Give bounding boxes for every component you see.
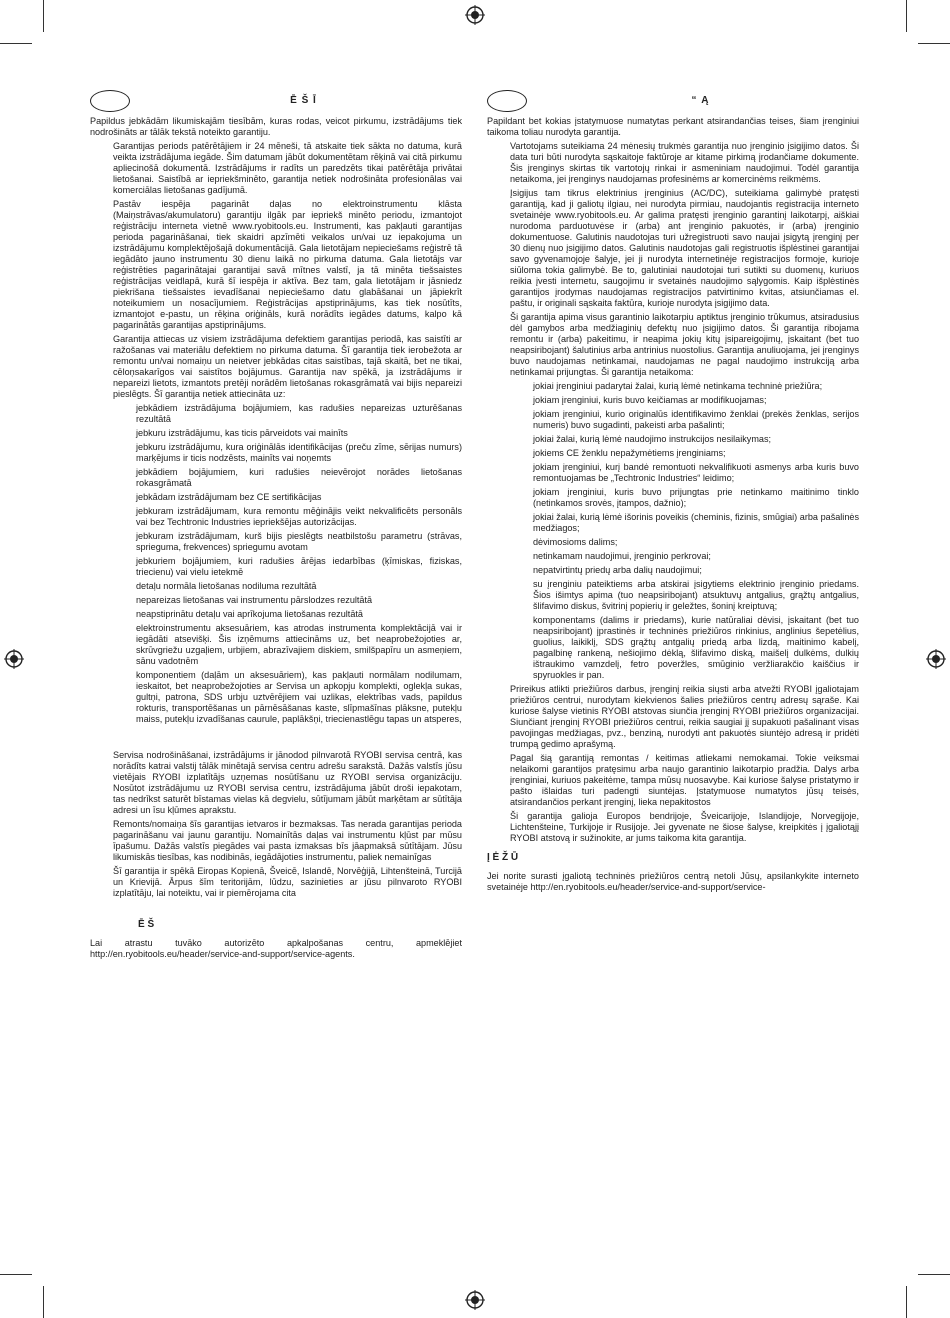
crop-mark [906,1286,907,1318]
list-item: jokiai žalai, kurią lėmė naudojimo instrukcijos nesilaikymas; [533,434,772,444]
left-title: Ē Š Ī [290,95,317,106]
list-item: jebkuram izstrādājumam, kurš bijis pieslēgts neatbilstošu parametru (strāvas, sprieguma, frekvences) spriegumu avotam [136,531,462,552]
left-intro: Papildus jebkādām likumiskajām tiesībām, kuras rodas, veicot pirkumu, izstrādājums tiek nodrošināts ar tālāk tekstā noteikto garantiju. [90,116,462,137]
list-item: dėvimosioms dalims; [533,537,618,547]
left-paragraph: Garantija attiecas uz visiem izstrādājuma defektiem garantijas periodā, kas saistīti ar ražošanas vai materiālu defektiem no pirkuma datuma. Šī garantija tiek ierobežota ar remontu un/vai nomaiņu un neietver jebkādas citas saistības, tajā skaitā, bet ne tikai, cēloņsakarīgos vai saistītos bojājumus. Garantija nav spēkā, ja izstrādājums ir nepareizi lietots, izmantots pretēji norādēm lietošanas rokasgrāmatā vai bijis nepareizi pieslēgts. Šī garantija netiek attiecināta uz: [113,334,462,399]
list-item: jokiam įrenginiui, kurio originalūs identifikavimo ženklai (prekės ženklas, serijos numeris) buvo sugadinti, pakeisti arba pašalinti; [533,409,859,430]
registration-mark-left [4,649,24,669]
list-item: jebkuru izstrādājumu, kas ticis pārveidots vai mainīts [136,428,348,438]
list-item: komponentiem (daļām un aksesuāriem), kas pakļauti normālam nodilumam, ieskaitot, bet neaprobežojoties ar Servisa un apkopju komplekti, oglekļa sukas, gultņi, patrona, SDS urbju uztvērējiem vai uzlikas, elektrības vads, papildus rokturis, transportēšanas un pārnēsāšanas kaste, slīpmašīnas plāksne, putekļu maiss, putekļu izvadīšanas caurule, paplākšņi, triecienastlēgu tapas un atsperes, [136,670,462,724]
language-badge-oval [90,90,130,112]
left-paragraph: Servisa nodrošināšanai, izstrādājums ir jānodod pilnvarotā RYOBI servisa centrā, kas norādīts katrai valstij tālāk minētajā servisa centru adrešu sarakstā. Dažās valstīs jūsu vietējais RYOBI izplatītājs uzņemas nosūtīšanu uz RYOBI servisa organizāciju. Nosūtot izstrādājumu uz RYOBI servisa centru, izstrādājuma jābūt droši iepakotam, tas nedrīkst saturēt bīstamas vielas kā degvielu, sūtījumam jābūt marķētam ar sūtītāja adresi un īsu kļūmes aprakstu. [113,750,462,815]
right-paragraph: Vartotojams suteikiama 24 mėnesių trukmės garantija nuo įrenginio įsigijimo datos. Ši data turi būti nurodyta sąskaitoje faktūroje ar kitame pirkimą įrodančiame dokumente. Šis įrenginys skirtas tik vartotojų rinkai ir asmeniniam naudojimui. Todėl garantija netaikoma, jei įrenginys naudojamas profesinėms ar komercinėms reikmėms. [510,141,859,184]
crop-mark [43,0,44,32]
list-item: jebkuram izstrādājumam, kura remontu mēģinājis veikt nekvalificēts personāls vai bez Techtronic Industries iepriekšējas autorizācijas. [136,506,462,527]
list-item: jebkādiem bojājumiem, kuri radušies neievērojot norādes lietošanas rokasgrāmatā [136,467,462,488]
right-exclusions-list [533,381,859,681]
list-item: jokiai įrenginiui padarytai žalai, kurią lėmė netinkama techninė priežiūra; [533,381,823,391]
right-paragraph: Ši garantija apima visus garantinio laikotarpiu aptiktus įrenginio trūkumus, atsiradusius dėl gamybos arba medžiaginių defektų nuo įsigijimo datos. Ši garantija ribojama remontu ir (arba) pakeitimu, ir neapima jokių kitų įsipareigojimų, įskaitant (bet tuo neapsiribojant) šalutinius arba antrinius nuostolius. Garantija anuliuojama, jei įrenginys buvo naudojamas netinkamai, naudojamas ne pagal naudojimo instrukciją arba netinkamai prijungtas. Ši garantija netaikoma: [510,312,859,377]
list-item: neapstiprinātu detaļu vai aprīkojuma lietošanas rezultātā [136,609,363,619]
right-intro: Papildant bet kokias įstatymuose numatytas perkant atsirandančias teises, šiam įrenginiui taikoma toliau nurodyta garantija. [487,116,859,137]
list-item: nepareizas lietošanas vai instrumentu pārslodzes rezultātā [136,595,373,605]
list-item: nepatvirtintų priedų arba dalių naudojimui; [533,565,702,575]
right-section-title: Į Ė Ž Ū [487,852,519,863]
list-item: jokiam įrenginiui, kuris buvo keičiamas ar modifikuojamas; [533,395,767,405]
list-item: jebkuriem bojājumiem, kuri radušies ārējas iedarbības (ķīmiskas, fiziskas, triecienu) vai vielu ietekmē [136,556,462,577]
list-item: jebkādam izstrādājumam bez CE sertifikācijas [136,492,322,502]
list-item: netinkamam naudojimui, įrenginio perkrovai; [533,551,711,561]
language-badge-oval [487,90,527,112]
left-header [90,90,462,116]
list-item: jebkādiem izstrādājuma bojājumiem, kas radušies nepareizas uzturēšanas rezultātā [136,403,462,424]
crop-mark [906,0,907,32]
list-item: jokiam įrenginiui, kuris buvo prijungtas prie netinkamo maitinimo tinklo (netinkamos srovės, įtampos, dažnio); [533,487,859,508]
list-item: su įrenginiu pateiktiems arba atskirai įsigytiems elektrinio įrenginio priedams. Šios išimtys apima (tuo neapsiribojant) atsuktuvų antgalius, grąžtų antgalius, šlifavimo diskus, švitrinį popierių ir geležtes, šoninį kreiptuvą; [533,579,859,611]
list-item: jebkuru izstrādājumu, kura oriģinālās identifikācijas (preču zīme, sērijas numurs) marķējums ir ticis nodzēsts, mainīts vai noņemts [136,442,462,463]
crop-mark [0,43,32,44]
crop-mark [918,1274,950,1275]
list-item: jokiai žalai, kurią lėmė išorinis poveikis (cheminis, fizinis, smūgiai) arba pašalinės medžiagos; [533,512,859,533]
right-header [487,90,859,116]
left-paragraph: Pastāv iespēja pagarināt daļas no elektroinstrumentu klāsta (Maiņstrāvas/akumulatoru) garantiju ilgāk par iepriekš minēto periodu, izmantojot reģistrāciju interneta vietnē www.ryobitools.eu. Instrumenti, kas pakļauti garantijas perioda pagarināšanai, tiek skaidri apzīmēti veikalos un/vai uz iepakojuma un izstrādājumu komplektējošajā dokumentācijā. Gala lietotājam nepieciešams reģistrē tā iegādāto jauno instrumentu 30 dienu laikā no pirkuma datuma. Gala lietotājs var reģistrēties pagarinātajai garantijai savā mītnes valstī, ja tā minēta tiešsaistes reģistrācijas veidlapā, kurā šī iespēja ir aktīva. Bez tam, gala lietotājam ir jāsniedz piekrišana tiešsaistes ievadīšanai nepieciešamo datu glabāšanai un jāpiekrīt noteikumiem un nosacījumiem. Reģistrācijas apstiprinājums, kas tiek nosūtīts, izmantojot e-pastu, un rēķina oriģināls, kurā norādīts iegādes datums, kalpo kā pagarinātās garantijas apstiprinājums. [113,199,462,330]
left-section-title: Ē Š [138,919,155,930]
left-paragraph: Garantijas periods patērētājiem ir 24 mēneši, tā atskaite tiek sākta no datuma, kurā veikta izstrādājuma iegāde. Šim datumam jābūt dokumentētam rēķinā vai citā pirkumu apliecinošā dokumentā. Izstrādājums ir radīts un paredzēts tikai patērētāja privātai lietošanai. Saistībā ar iepriekšminēto, garantija netiek nodrošināta profesionālas vai komerciālas lietošanas gadījumā. [113,141,462,195]
left-column [90,90,462,963]
list-item: komponentams (dalims ir priedams), kurie natūraliai dėvisi, įskaitant (bet tuo neapsiribojant) įprastinės ir techninės priežiūros rinkinius, anglinius šepetėlius, guolius, laikiklį, SDS grąžtų antgalių priedą arba lizdą, maitinimo kabelį, pagalbinę rankeną, nešiojimo dėklą, šlifavimo diską, maišelį dulkėms, dulkių ištraukimo vamzdelį, fetro poveržles, smūginio veržliarakčio kaiščius ir spyruokles ir pan. [533,615,859,680]
right-paragraph: Ši garantija galioja Europos bendrijoje, Šveicarijoje, Islandijoje, Norvegijoje, Lichtenšteine, Turkijoje ir Rusijoje. Jei gyvenate ne šiose šalyse, kreipkitės į įgaliotąjį RYOBI atstovą ir sužinokite, ar jums taikoma kita garantija. [510,811,859,843]
right-paragraph: Pagal šią garantiją remontas / keitimas atliekami nemokamai. Tokie veiksmai nelaikomi garantijos pratęsimu arba naujo garantinio laikotarpio pradžia. Dalys arba įrenginiai, kuriuos pakeitėme, tampa mūsų nuosavybe. Kai kuriose šalyse pristatymo ir pašto išlaidas turi padengti siuntėjas. Įstatymuose numatytos jūsų teisės, atsirandančios perkant įrenginį, lieka nepakitostos [510,753,859,807]
right-paragraph: Įsigijus tam tikrus elektrinius įrenginius (AC/DC), suteikiama galimybė pratęsti garantiją, kad ji galiotų ilgiau, nei nurodyta pirmiau, naudojantis registracija interneto svetainėje www.ryobitools.eu. Ar galima pratęsti įrenginio garantinį laikotarpį, aiškiai nurodoma parduotuvėse ir (arba) ant įrenginio pakuotės, ir (arba) įrenginio dokumentuose. Galutinis naudotojas turi užregistruoti savo naujai įsigytą įrenginį per 30 dienų nuo įsigijimo datos. Galutinis naudotojas gali registruotis išplėstinei garantijai savo gyvenamojoje šalyje, jei ji nurodyta internetinėje registracijos formoje, kurioje siūloma tokia galimybė. Be to, galutiniai naudotojai turi sutikti su duomenų, kuriuos reikia įvesti internetu, saugojimu ir svetainės naudojimo sąlygomis. Kaip išplėstinės garantijos įrodymas naudojamas registracijos patvirtinimo kvitas, atsiunčiamas el. paštu, ir originali sąskaita faktūra, kurioje nurodyta įsigijimo data. [510,188,859,308]
left-service-text: Lai atrastu tuvāko autorizēto apkalpošanas centru, apmeklējiet http://en.ryobitools.eu/header/service-and-support/service-agents. [90,938,462,959]
registration-mark-right [926,649,946,669]
right-column [487,90,859,896]
right-paragraph: Prireikus atlikti priežiūros darbus, įrenginį reikia siųsti arba atvežti RYOBI įgaliotajam priežiūros centrui, nurodytam kiekvienos šalies priežiūros centrų adresų sąraše. Kai kuriose šalyse vietinis RYOBI atstovas siunčia įrenginį RYOBI priežiūros organizacijai. Siunčiant įrenginį RYOBI priežiūros centrui, reikia saugiai jį supakuoti pašalinant visas pavojingas medžiagas, pvz., benziną, nurodyti ant pakuotės siuntėjo adresą ir pridėti trumpą gedimo aprašymą. [510,684,859,749]
crop-mark [43,1286,44,1318]
registration-mark-bottom [465,1290,485,1310]
crop-mark [918,43,950,44]
left-exclusions-list [136,403,462,725]
list-item: elektroinstrumentu aksesuāriem, kas atrodas instrumenta komplektācijā vai ir iegādāti atsevišķi. Šis izņēmums attiecināms uz, bet neaprobežojoties ar, skrūvgriežu uzgaļiem, urbjiem, abrazīvajiem diskiem, smilšpapīru un asmeņiem, sānu vadotnēm [136,623,462,666]
list-item: jokiam įrenginiui, kurį bandė remontuoti nekvalifikuoti asmenys arba kuris buvo remontuojamas be „Techtronic Industries“ leidimo; [533,462,859,483]
list-item: detaļu normāla lietošanas nodiluma rezultātā [136,581,317,591]
registration-mark-top [465,5,485,25]
left-paragraph: Remonts/nomaiņa šīs garantijas ietvaros ir bezmaksas. Tas nerada garantijas perioda pagarināšanu vai jaunu garantiju. Nomainītās daļas vai instrumentu kļūst par mūsu īpašumu. Dažās valstīs piegādes vai pasta izmaksas bīs jāapmaksā sūtītājam. Jūsu likumiskās tiesības, kas nodibinās, iegādājoties instrumentu, paliek nemainīgas [113,819,462,862]
right-title: “ Ą [691,95,710,106]
list-item: jokiems CE ženklu nepažymėtiems įrenginiams; [533,448,726,458]
right-service-text: Jei norite surasti įgaliotą techninės priežiūros centrą netoli Jūsų, apsilankykite interneto svetainėje http://en.ryobitools.eu/header/service-and-support/service- [487,871,859,892]
left-paragraph: Šī garantija ir spēkā Eiropas Kopienā, Šveicē, Islandē, Norvēģijā, Lihtenšteinā, Turcijā un Krievijā. Ārpus šīm teritorijām, lūdzu, sazinieties ar jūsu pilnvaroto RYOBI izplatītāju, lai noteiktu, vai ir piemērojama cita [113,866,462,898]
crop-mark [0,1274,32,1275]
